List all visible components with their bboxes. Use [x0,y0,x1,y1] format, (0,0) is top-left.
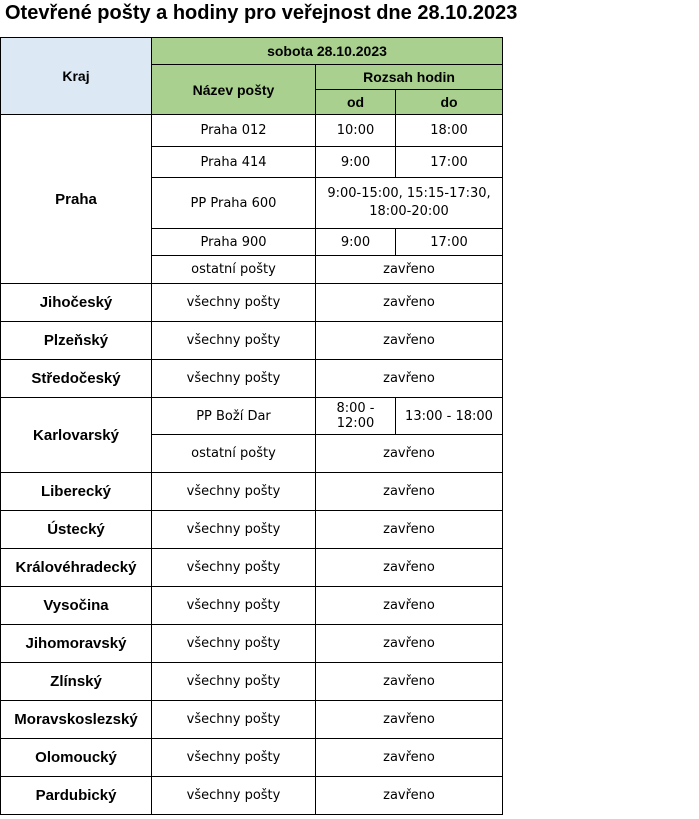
region-karlovarsky: Karlovarský [1,398,152,473]
post-name: všechny pošty [152,549,316,587]
post-name: PP Boží Dar [152,398,316,435]
table-row [1,473,503,511]
table-row [1,663,503,701]
region-praha: Praha [1,115,152,284]
header-date: sobota 28.10.2023 [152,38,503,65]
post-name: všechny pošty [152,587,316,625]
region-name: Pardubický [1,777,152,815]
header-do: do [396,90,503,115]
hours-range: zavřeno [316,663,503,701]
hours-do: 13:00 - 18:00 [396,398,503,435]
table-row [1,284,503,322]
region-name: Královéhradecký [1,549,152,587]
post-name: PP Praha 600 [152,178,316,229]
hours-range: zavřeno [316,587,503,625]
table-row [1,115,503,147]
region-name: Olomoucký [1,739,152,777]
region-name: Jihočeský [1,284,152,322]
region-name: Liberecký [1,473,152,511]
post-name: ostatní pošty [152,435,316,473]
region-name: Moravskoslezský [1,701,152,739]
header-kraj: Kraj [1,38,152,115]
table-row [1,701,503,739]
post-name: všechny pošty [152,284,316,322]
hours-od: 10:00 [316,115,396,147]
hours-range: 9:00-15:00, 15:15-17:30, 18:00-20:00 [316,178,503,229]
table-row [1,398,503,435]
hours-od: 9:00 [316,229,396,256]
table-row [1,625,503,663]
page-title: Otevřené pošty a hodiny pro veřejnost dne 28.10.2023 [5,2,518,24]
table-row [1,777,503,815]
hours-range: zavřeno [316,256,503,284]
post-name: všechny pošty [152,322,316,360]
post-name: všechny pošty [152,360,316,398]
post-name: Praha 900 [152,229,316,256]
region-name: Vysočina [1,587,152,625]
post-name: všechny pošty [152,473,316,511]
post-name: Praha 414 [152,147,316,178]
post-name: Praha 012 [152,115,316,147]
hours-od: 8:00 - 12:00 [316,398,396,435]
hours-do: 17:00 [396,147,503,178]
hours-range: zavřeno [316,435,503,473]
hours-do: 17:00 [396,229,503,256]
post-name: všechny pošty [152,701,316,739]
post-name: všechny pošty [152,625,316,663]
header-rozsah: Rozsah hodin [316,65,503,90]
header-nazev: Název pošty [152,65,316,115]
table-row [1,739,503,777]
region-name: Zlínský [1,663,152,701]
region-name: Jihomoravský [1,625,152,663]
hours-range: zavřeno [316,549,503,587]
region-name: Středočeský [1,360,152,398]
table-row [1,322,503,360]
hours-range: zavřeno [316,473,503,511]
hours-range: zavřeno [316,322,503,360]
hours-range: zavřeno [316,739,503,777]
hours-od: 9:00 [316,147,396,178]
post-name: všechny pošty [152,511,316,549]
post-name: všechny pošty [152,777,316,815]
post-name: ostatní pošty [152,256,316,284]
hours-range: zavřeno [316,511,503,549]
table-row [1,511,503,549]
hours-do: 18:00 [396,115,503,147]
region-name: Plzeňský [1,322,152,360]
table-row [1,360,503,398]
post-name: všechny pošty [152,739,316,777]
hours-range: zavřeno [316,701,503,739]
hours-range: zavřeno [316,284,503,322]
table-row [1,587,503,625]
hours-range: zavřeno [316,360,503,398]
table-row [1,549,503,587]
post-offices-table [0,37,503,815]
hours-range: zavřeno [316,625,503,663]
hours-range: zavřeno [316,777,503,815]
header-od: od [316,90,396,115]
region-name: Ústecký [1,511,152,549]
post-name: všechny pošty [152,663,316,701]
